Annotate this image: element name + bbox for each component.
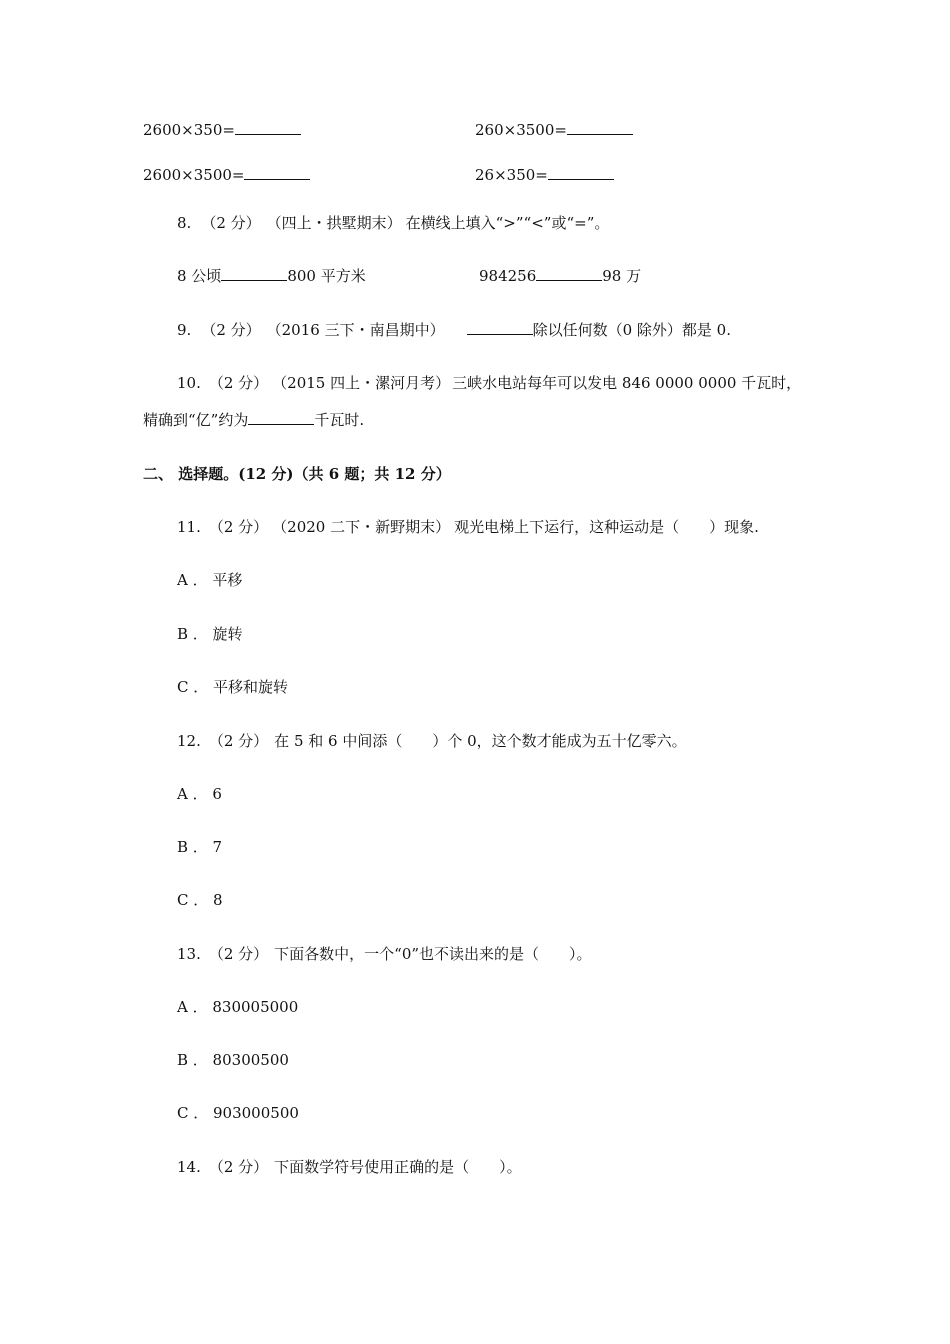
answer-blank[interactable]: [536, 266, 602, 281]
question-14: 14. （2 分） 下面数学符号使用正确的是（ ）。: [177, 1158, 522, 1176]
calc-row-2-left: 2600×3500=: [143, 165, 310, 185]
answer-blank[interactable]: [467, 320, 533, 335]
q11-option-c[interactable]: C ． 平移和旋转: [177, 678, 289, 696]
q12-option-c[interactable]: C ． 8: [177, 891, 223, 909]
question-10-line-2: 精确到“亿”约为 千瓦时.: [143, 411, 365, 429]
question-8: 8. （2 分） （四上・拱墅期末） 在横线上填入“>”“<”或“=”。: [177, 214, 610, 232]
q13-option-c[interactable]: C ． 903000500: [177, 1104, 299, 1122]
q13-option-b[interactable]: B ． 80300500: [177, 1051, 289, 1069]
q11-option-b[interactable]: B ． 旋转: [177, 625, 243, 643]
answer-blank[interactable]: [567, 120, 633, 135]
calc-row-1-left: 2600×350=: [143, 120, 301, 140]
q13-option-a[interactable]: A ． 830005000: [177, 998, 299, 1016]
question-13: 13. （2 分） 下面各数中，一个“0”也不读出来的是（ ）。: [177, 945, 592, 963]
question-8-item-b: 984256 98 万: [479, 267, 642, 285]
answer-blank[interactable]: [244, 165, 310, 180]
q12-option-a[interactable]: A ． 6: [177, 785, 222, 803]
question-12: 12. （2 分） 在 5 和 6 中间添（ ）个 0，这个数才能成为五十亿零六。: [177, 732, 687, 750]
answer-blank[interactable]: [221, 266, 287, 281]
question-11: 11. （2 分） （2020 二下・新野期末） 观光电梯上下运行，这种运动是（ ）现象.: [177, 518, 759, 536]
q12-option-b[interactable]: B ． 7: [177, 838, 223, 856]
q11-option-a[interactable]: A ． 平移: [177, 571, 243, 589]
section-2-title: 二、 选择题。(12 分)（共 6 题；共 12 分）: [143, 465, 451, 483]
answer-blank[interactable]: [235, 120, 301, 135]
answer-blank[interactable]: [548, 165, 614, 180]
question-8-item-a: 8 公顷 800 平方米: [177, 267, 366, 285]
question-10: 10. （2 分） （2015 四上・漯河月考） 三峡水电站每年可以发电 846 0000 0000 千瓦时，: [177, 374, 802, 392]
calc-row-1-right: 260×3500=: [475, 120, 633, 140]
calc-row-2-right: 26×350=: [475, 165, 614, 185]
question-9: 9. （2 分） （2016 三下・南昌期中） 除以任何数（0 除外）都是 0.: [177, 321, 731, 339]
answer-blank[interactable]: [248, 410, 314, 425]
